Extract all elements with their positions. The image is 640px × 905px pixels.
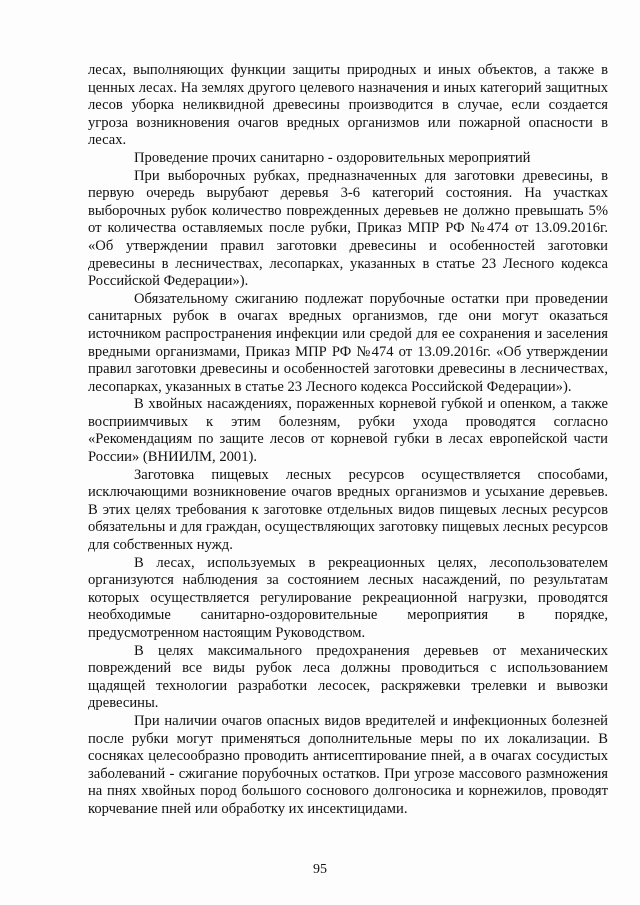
- page-number: 95: [313, 862, 327, 877]
- paragraph-1: лесах, выполняющих функции защиты природных и иных объектов, а также в ценных лесах. На землях другого целевого назначения и иных категорий защитных лесов уборка неликвидной древесины производится в случае, если создается угроза возникновения очагов вредных организмов или пожарной опасности в лесах.: [88, 62, 608, 149]
- paragraph-5: В хвойных насаждениях, пораженных корневой губкой и опенком, а также восприимчивых к этим болезням, рубки ухода проводятся согласно «Рекомендациям по защите лесов от корневой губки в лесах европейской части России» (ВНИИЛМ, 2001).: [88, 396, 608, 466]
- paragraph-9: При наличии очагов опасных видов вредителей и инфекционных болезней после рубки могут применяться дополнительные меры по их локализации. В сосняках целесообразно проводить антисептирование пней, а в очагах сосудистых заболеваний - сжигание порубочных остатков. При угрозе массового размножения на пнях хвойных пород большого соснового долгоносика и корнежилов, проводят корчевание пней или обработку их инсектицидами.: [88, 712, 608, 817]
- body-text: [88, 62, 608, 819]
- paragraph-6: Заготовка пищевых лесных ресурсов осуществляется способами, исключающими возникновение очагов вредных организмов и усыхание деревьев. В этих целях требования к заготовке отдельных видов пищевых лесных ресурсов обязательны и для граждан, осуществляющих заготовку пищевых лесных ресурсов для собственных нужд.: [88, 466, 608, 554]
- paragraph-3: При выборочных рубках, предназначенных для заготовки древесины, в первую очередь вырубают деревья 3-6 категорий состояния. На участках выборочных рубок количество поврежденных деревьев не должно превышать 5% от количества оставляемых после рубки, Приказ МПР РФ №474 от 13.09.2016г. «Об утверждении правил заготовки древесины и особенностей заготовки древесины в лесничествах, лесопарках, указанных в статье 23 Лесного кодекса Российской Федерации»).: [88, 167, 608, 290]
- section-heading: Проведение прочих санитарно - оздоровительных мероприятий: [134, 149, 531, 166]
- paragraph-8: В целях максимального предохранения деревьев от механических повреждений все виды рубок леса должны проводиться с использованием щадящей технологии разработки лесосек, раскряжевки трелевки и вывозки древесины.: [88, 642, 608, 712]
- paragraph-4: Обязательному сжиганию подлежат порубочные остатки при проведении санитарных рубок в очагах вредных организмов, где они могут оказаться источником распространения инфекции или средой для ее сохранения и заселения вредными организмами, Приказ МПР РФ №474 от 13.09.2016г. «Об утверждении правил заготовки древесины и особенностей заготовки древесины в лесничествах, лесопарках, указанных в статье 23 Лесного кодекса Российской Федерации»).: [88, 290, 608, 395]
- paragraph-7: В лесах, используемых в рекреационных целях, лесопользователем организуются наблюдения за состоянием лесных насаждений, по результатам которых осуществляется регулирование рекреационной нагрузки, проводятся необходимые санитарно-оздоровительные мероприятия в порядке, предусмотренном настоящим Руководством.: [88, 554, 608, 641]
